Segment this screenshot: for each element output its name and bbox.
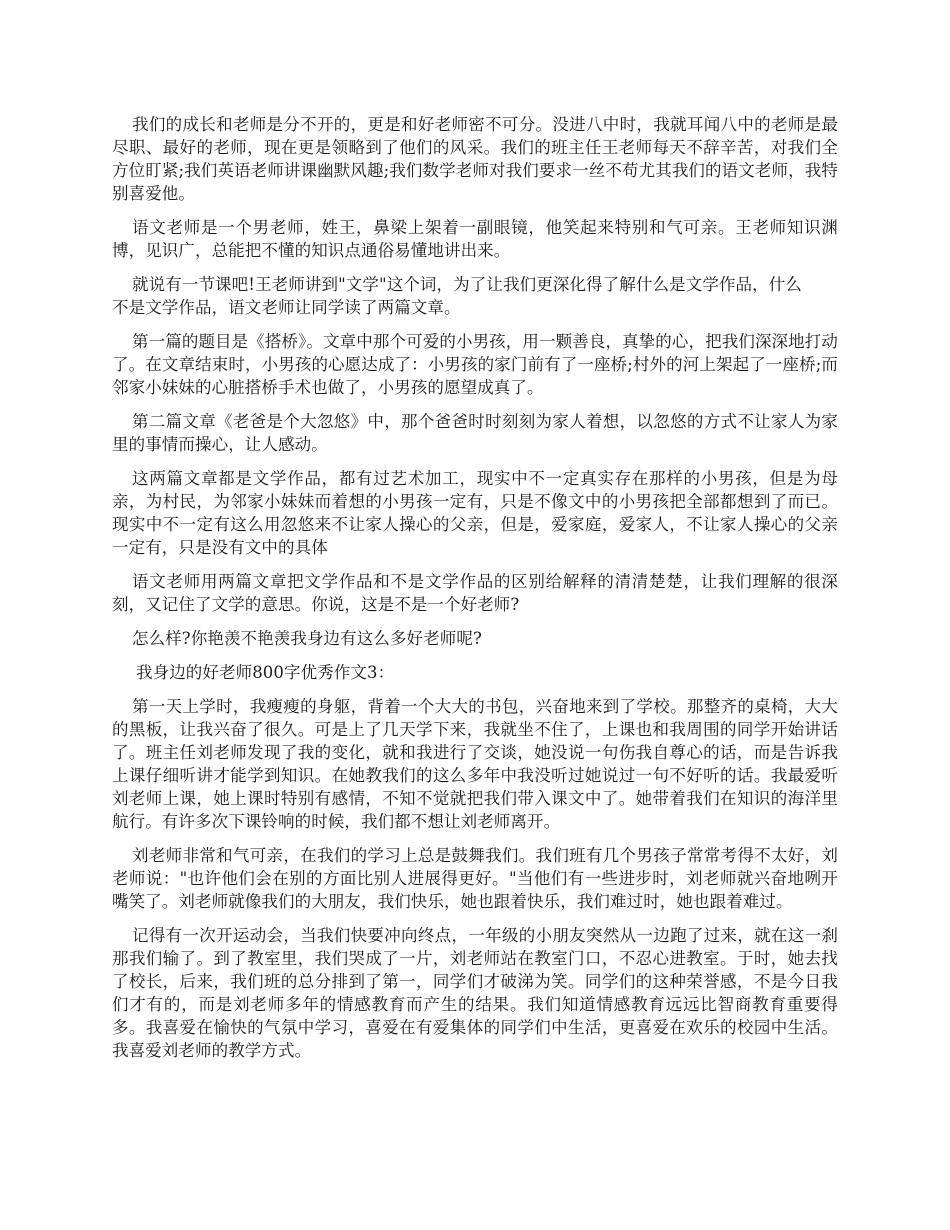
paragraph-1: 我们的成长和老师是分不开的，更是和好老师密不可分。没进八中时，我就耳闻八中的老师是最尽职、最好的老师，现在更是领略到了他们的风采。我们的班主任王老师每天不辞辛苦，对我们全方位盯紧;我们英语老师讲课幽默风趣;我们数学老师对我们要求一丝不苟尤其我们的语文老师，我特别喜爱他。	[112, 115, 838, 203]
paragraph-7: 语文老师用两篇文章把文学作品和不是文学作品的区别给解释的清清楚楚，让我们理解的很深刻，又记住了文学的意思。你说，这是不是一个好老师?	[112, 572, 838, 614]
paragraph-2: 语文老师是一个男老师，姓王，鼻梁上架着一副眼镜，他笑起来特别和气可亲。王老师知识渊博，见识广，总能把不懂的知识点通俗易懂地讲出来。	[112, 218, 838, 260]
paragraph-3: 就说有一节课吧!王老师讲到"文学"这个词，为了让我们更深化得了解什么是文学作品，什么不是文学作品，语文老师让同学读了两篇文章。	[112, 275, 802, 317]
paragraph-11: 记得有一次开运动会，当我们快要冲向终点，一年级的小朋友突然从一边跑了过来，就在这一刹那我们输了。到了教室里，我们哭成了一片，刘老师站在教室门口，不忍心进教室。于时，她去找了校长，后来，我们班的总分排到了第一，同学们才破涕为笑。同学们的这种荣誉感，不是今日我们才有的，而是刘老师多年的情感教育而产生的结果。我们知道情感教育远远比智商教育重要得多。我喜爱在愉快的气氛中学习，喜爱在有爱集体的同学们中生活，更喜爱在欢乐的校园中生活。我喜爱刘老师的教学方式。	[112, 926, 838, 1060]
section-heading: 我身边的好老师800字优秀作文3：	[136, 663, 395, 682]
paragraph-10: 刘老师非常和气可亲，在我们的学习上总是鼓舞我们。我们班有几个男孩子常常考得不太好，刘老师说："也许他们会在别的方面比别人进展得更好。"当他们有一些进步时，刘老师就兴奋地咧开嘴笑了。刘老师就像我们的大朋友，我们快乐，她也跟着快乐，我们难过时，她也跟着难过。	[112, 846, 838, 911]
paragraph-9: 第一天上学时，我瘦瘦的身躯，背着一个大大的书包，兴奋地来到了学校。那整齐的桌椅，大大的黑板，让我兴奋了很久。可是上了几天学下来，我就坐不住了，上课也和我周围的同学开始讲话了。班主任刘老师发现了我的变化，就和我进行了交谈，她没说一句伤我自尊心的话，而是告诉我上课仔细听讲才能学到知识。在她教我们的这么多年中我没听过她说过一句不好听的话。我最爱听刘老师上课，她上课时特别有感情，不知不觉就把我们带入课文中了。她带着我们在知识的海洋里航行。有许多次下课铃响的时候，我们都不想让刘老师离开。	[112, 697, 838, 831]
document-body	[112, 113, 838, 1073]
paragraph-4: 第一篇的题目是《搭桥》。文章中那个可爱的小男孩，用一颗善良，真挚的心，把我们深深地打动了。在文章结束时，小男孩的心愿达成了：小男孩的家门前有了一座桥;村外的河上架起了一座桥;而邻家小妹妹的心脏搭桥手术也做了，小男孩的愿望成真了。	[112, 332, 838, 397]
paragraph-6: 这两篇文章都是文学作品，都有过艺术加工，现实中不一定真实存在那样的小男孩，但是为母亲，为村民，为邻家小妹妹而着想的小男孩一定有，只是不像文中的小男孩把全部都想到了而已。现实中不一定有这么用忽悠来不让家人操心的父亲，但是，爱家庭，爱家人，不让家人操心的父亲一定有，只是没有文中的具体	[112, 469, 838, 557]
paragraph-8: 怎么样?你艳羡不艳羡我身边有这么多好老师呢?	[132, 629, 482, 648]
paragraph-5: 第二篇文章《老爸是个大忽悠》中，那个爸爸时时刻刻为家人着想，以忽悠的方式不让家人为家里的事情而操心，让人感动。	[112, 412, 838, 454]
